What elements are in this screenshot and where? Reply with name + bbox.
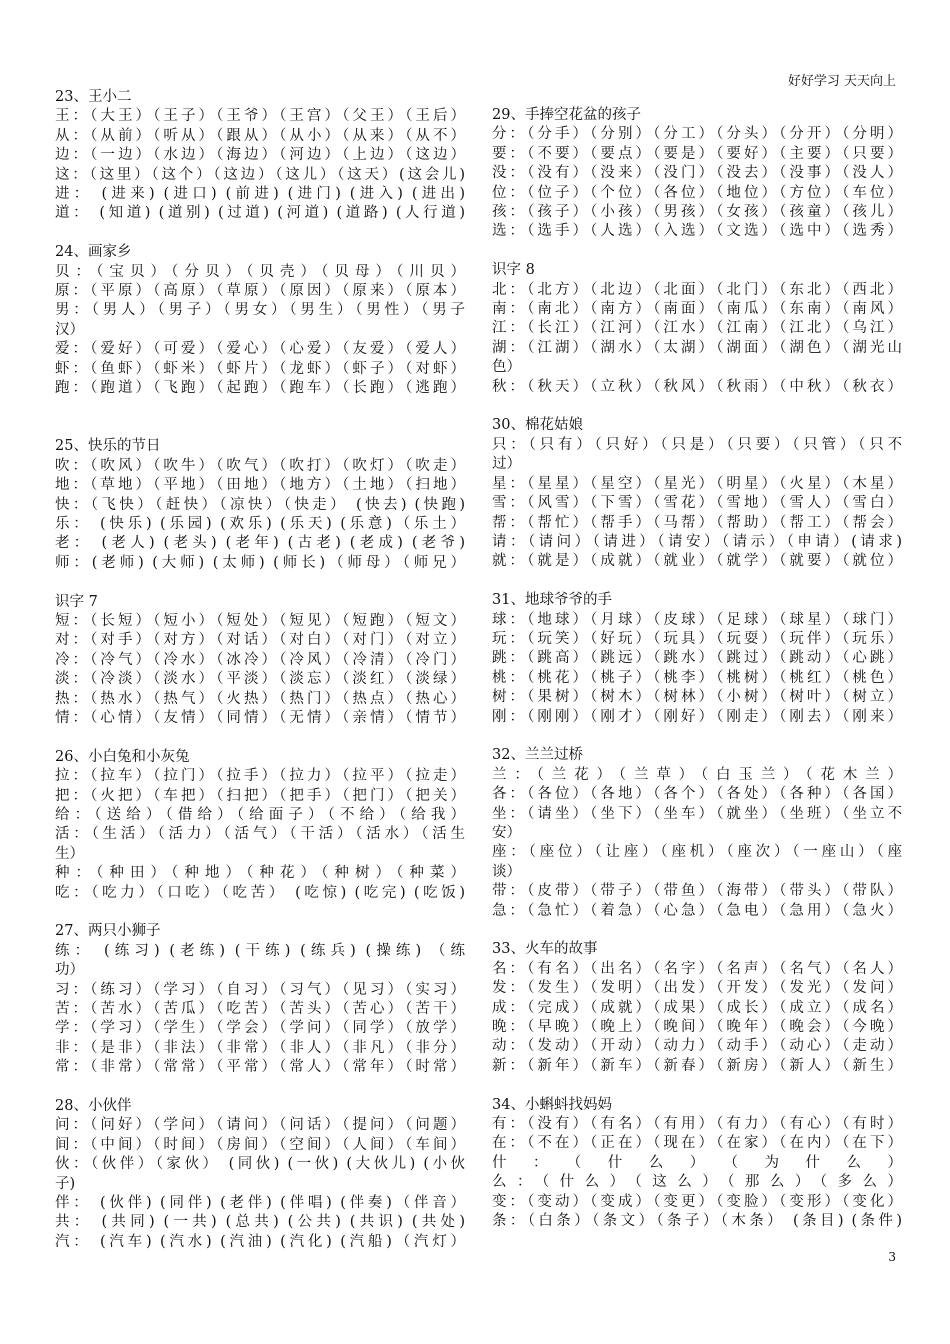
vocab-line: 跳：（跳高）（跳远）（跳水）（跳过）（跳动）（心跳） [492, 650, 902, 667]
vocab-line: 动：（发动）（开动）（动力）（动手）（动心）（走动） [492, 1038, 902, 1055]
vocab-line: 选：（选手）（人选）（入选）（文选）（选中）（选秀） [492, 223, 902, 240]
vocab-line: 功） [55, 962, 84, 979]
vocab-line: 道： (知道) (道别) (过道) (河道) (道路) (人行道) [55, 205, 465, 222]
section-title: 24、画家乡 [55, 244, 132, 261]
vocab-line: 给：（送给）（借给）（给面子）（不给）（给我） [55, 806, 465, 823]
vocab-line: 常：（非常）（常常）（平常）（常人）（常年）（时常） [55, 1059, 465, 1076]
vocab-line: 进： (进来) (进口) (前进) (进门) (进入) (进出) [55, 186, 465, 203]
vocab-line: 练： (练习) (老练) (干练) (练兵) (操练) （练 [55, 942, 465, 959]
vocab-line: 拉：（拉车）（拉门）（拉手）（拉力）（拉平）（拉走） [55, 768, 465, 785]
vocab-line: 没：（没有）（没来）（没门）（没去）（没事）（没人） [492, 165, 902, 182]
vocab-section [55, 748, 465, 903]
vocab-line: 汽： (汽车) (汽水) (汽油) (汽化) (汽船)（汽灯） [55, 1233, 465, 1250]
vocab-line: 淡：（冷淡）（淡水）（平淡）（淡忘）（淡红）（淡绿） [55, 671, 465, 688]
vocab-line: 树：（果树）（树木）（树林）（小树）（树叶）（树立） [492, 689, 902, 706]
vocab-section [55, 922, 465, 1077]
vocab-line: 孩：（孩子）（小孩）（男孩）（女孩）（孩童）（孩儿） [492, 204, 902, 221]
vocab-line: 对：（对手）（对方）（对话）（对白）（对门）（对立） [55, 632, 465, 649]
vocab-line: 爱：（爱好）（可爱）（爱心）（心爱）（友爱）（爱人） [55, 341, 465, 358]
vocab-line: 秋：（秋天）（立秋）（秋风）（秋雨）（中秋）（秋衣） [492, 378, 902, 395]
section-title: 33、火车的故事 [492, 941, 598, 958]
vocab-line: 师：(老师) (大师) (太师) (师长)（师母）（师兄） [55, 554, 465, 571]
vocab-line: 种：（种田）（种地）（种花）（种树）（种菜） [55, 865, 465, 882]
section-title: 32、兰兰过桥 [492, 747, 583, 764]
vocab-line: 边：（一边）（水边）（海边）（河边）（上边）（这边） [55, 147, 465, 164]
vocab-line: 位：（位子）（个位）（各位）（地位）（方位）（车位） [492, 184, 902, 201]
page-header: 好好学习 天天向上 [787, 74, 896, 89]
section-title: 识字 7 [55, 593, 98, 610]
vocab-line: 安） [492, 824, 521, 841]
vocab-section [492, 261, 902, 397]
vocab-line: 坐：（请坐）（坐下）（坐车）（就坐）（坐班）（坐立不 [492, 805, 902, 822]
vocab-line: 把：（火把）（车把）（扫把）（把手）（把门）（把关） [55, 787, 465, 804]
section-title: 31、地球爷爷的手 [492, 592, 612, 609]
vocab-line: 吹：（吹风）（吹牛）（吹气）（吹打）（吹灯）（吹走） [55, 457, 465, 474]
vocab-section [55, 1097, 465, 1252]
vocab-line: 湖：（江湖）（湖水）（太湖）（湖面）（湖色）（湖光山 [492, 339, 902, 356]
vocab-line: 跑：（跑道）（飞跑）（起跑）（跑车）（长跑）（逃跑） [55, 380, 465, 397]
vocab-line: 从：（从前）（听从）（跟从）（从小）（从来）（从不） [55, 127, 465, 144]
vocab-line: 间：（中间）（时间）（房间）（空间）（人间）（车间） [55, 1136, 465, 1153]
vocab-line: 生） [55, 845, 84, 862]
vocab-line: 习：（练习）（学习）（自习）（习气）（见习）（实习） [55, 981, 465, 998]
vocab-section [55, 437, 465, 573]
vocab-line: 要：（不要）（要点）（要是）（要好）（主要）（只要） [492, 145, 902, 162]
vocab-line: 玩：（玩笑）（好玩）（玩具）（玩耍）（玩伴）（玩乐） [492, 630, 902, 647]
vocab-section [55, 88, 465, 224]
section-title: 23、王小二 [55, 89, 132, 105]
vocab-line: 子) [55, 1175, 76, 1192]
vocab-line: 乐： (快乐) (乐园) (欢乐) (乐天) (乐意)（乐土） [55, 515, 465, 532]
vocab-line: 共： (共同) (一共) (总共) (公共) (共识) (共处) [55, 1214, 465, 1231]
vocab-line: 球：（地球）（月球）（皮球）（足球）（球星）（球门） [492, 611, 902, 628]
vocab-line: 名：（有名）（出名）（名字）（名声）（名气）（名人） [492, 960, 902, 977]
vocab-section [492, 416, 902, 571]
vocab-line: 情：（心情）（友情）（同情）（无情）（亲情）（情节） [55, 709, 465, 726]
vocab-line: 冷：（冷气）（冷水）（冰冷）（冷风）（冷清）（冷门） [55, 651, 465, 668]
vocab-line: 贝：（宝贝）（分贝）（贝壳）（贝母）（川贝） [55, 263, 465, 280]
vocab-line: 伙：（伙伴）（家伙） (同伙) (一伙) (大伙儿) (小伙 [55, 1156, 465, 1173]
vocab-line: 新：（新年）（新车）（新春）（新房）（新人）（新生） [492, 1057, 902, 1074]
vocab-line: 雪：（风雪）（下雪）（雪花）（雪地）（雪人）（雪白） [492, 495, 902, 512]
vocab-line: 过） [492, 456, 521, 473]
vocab-line: 王：（大王）（王子）（王爷）（王宫）（父王）（王后） [55, 108, 465, 125]
vocab-line: 星：（星星）（星空）（星光）（明星）（火星）（木星） [492, 475, 902, 492]
vocab-line: 问：（问好）（学问）（请问）（问话）（提问）（问题） [55, 1117, 465, 1134]
vocab-line: 南：（南北）（南方）（南面）（南瓜）（东南）（南风） [492, 301, 902, 318]
vocab-section [492, 591, 902, 727]
vocab-line: 这：（这里）（这个）（这边）（这儿）（这天）(这会儿) [55, 166, 465, 183]
vocab-line: 帮：（帮忙）（帮手）（马帮）（帮助）（帮工）（帮会） [492, 514, 902, 531]
vocab-line: 就：（就是）（成就）（就业）（就学）（就要）（就位） [492, 553, 902, 570]
vocab-line: 带：（皮带）（带子）（带鱼）（海带）（带头）（带队） [492, 883, 902, 900]
vocab-line: 地：（草地）（平地）（田地）（地方）（土地）（扫地） [55, 477, 465, 494]
vocab-line: 非：（是非）（非法）（非常）（非人）（非凡）（非分） [55, 1039, 465, 1056]
section-title: 30、棉花姑娘 [492, 417, 583, 434]
right-column [492, 106, 902, 1251]
vocab-line: 吃：（吃力）（口吃）（吃苦） (吃惊) (吃完) (吃饭) [55, 884, 465, 901]
section-title: 28、小伙伴 [55, 1098, 132, 1115]
section-title: 34、小蝌蚪找妈妈 [492, 1096, 612, 1113]
vocab-line: 座：（座位）（让座）（座机）（座次）（一座山）（座 [492, 844, 902, 861]
vocab-line: 色） [492, 359, 521, 376]
vocab-line: 变：（变动）（变成）（变更）（变脸）（变形）（变化） [492, 1193, 902, 1210]
vocab-line: 发：（发生）（发明）（出发）（开发）（发光）（发问） [492, 980, 902, 997]
vocab-line: 条：（白条）（条文）（条子）（木条） (条目) (条件) [492, 1213, 902, 1230]
vocab-line: 北：（北方）（北边）（北面）（北门）（东北）（西北） [492, 281, 902, 298]
vocab-section [55, 593, 465, 729]
left-column [55, 88, 465, 1272]
vocab-line: 请：（请问）（请进）（请安）（请示）（申请）(请求) [492, 533, 902, 550]
vocab-line: 桃：（桃花）（桃子）（桃李）（桃树）（桃红）（桃色） [492, 669, 902, 686]
vocab-line: 热：（热水）（热气）（火热）（热门）（热点）（热心） [55, 690, 465, 707]
vocab-line: 只：（只有）（只好）（只是）（只要）（只管）（只不 [492, 436, 902, 453]
section-title: 25、快乐的节日 [55, 438, 161, 455]
vocab-line: 分：（分手）（分别）（分工）（分头）（分开）（分明） [492, 126, 902, 143]
vocab-line: 么：（什么）（这么）（那么）（多么） [492, 1174, 902, 1191]
vocab-section [492, 106, 902, 242]
vocab-line: 苦：（苦水）（苦瓜）（吃苦）（苦头）（苦心）（苦干） [55, 1001, 465, 1018]
vocab-line: 老： (老人) (老头) (老年) (古老) (老成) (老爷) [55, 535, 465, 552]
vocab-line: 江：（长江）（江河）（江水）（江南）（江北）（乌江） [492, 320, 902, 337]
vocab-line: 活：（生活）（活力）（活气）（干活）（活水）（活生 [55, 826, 465, 843]
vocab-line: 各：（各位）（各地）（各个）（各处）（各种）（各国） [492, 786, 902, 803]
vocab-line: 谈） [492, 863, 521, 880]
section-title: 27、两只小狮子 [55, 923, 161, 940]
vocab-section [492, 1096, 902, 1232]
vocab-section [492, 940, 902, 1076]
section-title: 29、手捧空花盆的孩子 [492, 107, 641, 123]
vocab-line: 伴： (伙伴) (同伴) (老伴) (伴唱) (伴奏)（伴音） [55, 1195, 465, 1212]
vocab-line: 短：（长短）（短小）（短处）（短见）（短跑）（短文） [55, 612, 465, 629]
vocab-line: 晚：（早晚）（晚上）（晚间）（晚年）（晚会）（今晚） [492, 1019, 902, 1036]
vocab-line: 什：（什么）（为什么） [492, 1154, 902, 1171]
vocab-line: 原：（平原）（高原）（草原）（原因）（原来）（原本） [55, 283, 465, 300]
page-number: 3 [888, 1250, 896, 1264]
vocab-line: 快：（飞快）（赶快）（凉快）（快走） (快去) (快跑) [55, 496, 465, 513]
vocab-line: 兰：（兰花）（兰草）（白玉兰）（花木兰） [492, 766, 902, 783]
vocab-line: 学：（学习）（学生）（学会）（学问）（同学）（放学） [55, 1020, 465, 1037]
vocab-line: 急：（急忙）（着急）（心急）（急电）（急用）（急火） [492, 902, 902, 919]
vocab-line: 汉） [55, 321, 84, 338]
vocab-line: 成：（完成）（成就）（成果）（成长）（成立）（成名） [492, 999, 902, 1016]
section-title: 26、小白兔和小灰兔 [55, 748, 190, 765]
vocab-section [492, 746, 902, 921]
vocab-line: 在：（不在）（正在）（现在）（在家）（在内）（在下） [492, 1135, 902, 1152]
vocab-section [55, 243, 465, 398]
section-title: 识字 8 [492, 262, 535, 279]
vocab-line: 男：（男人）（男子）（男女）（男生）（男性）（男子 [55, 302, 465, 319]
vocab-line: 刚：（刚刚）（刚才）（刚好）（刚走）（刚去）（刚来） [492, 708, 902, 725]
vocab-line: 虾：（鱼虾）（虾米）（虾片）（龙虾）（虾子）（对虾） [55, 360, 465, 377]
vocab-line: 有：（没有）（有名）（有用）（有力）（有心）（有时） [492, 1116, 902, 1133]
